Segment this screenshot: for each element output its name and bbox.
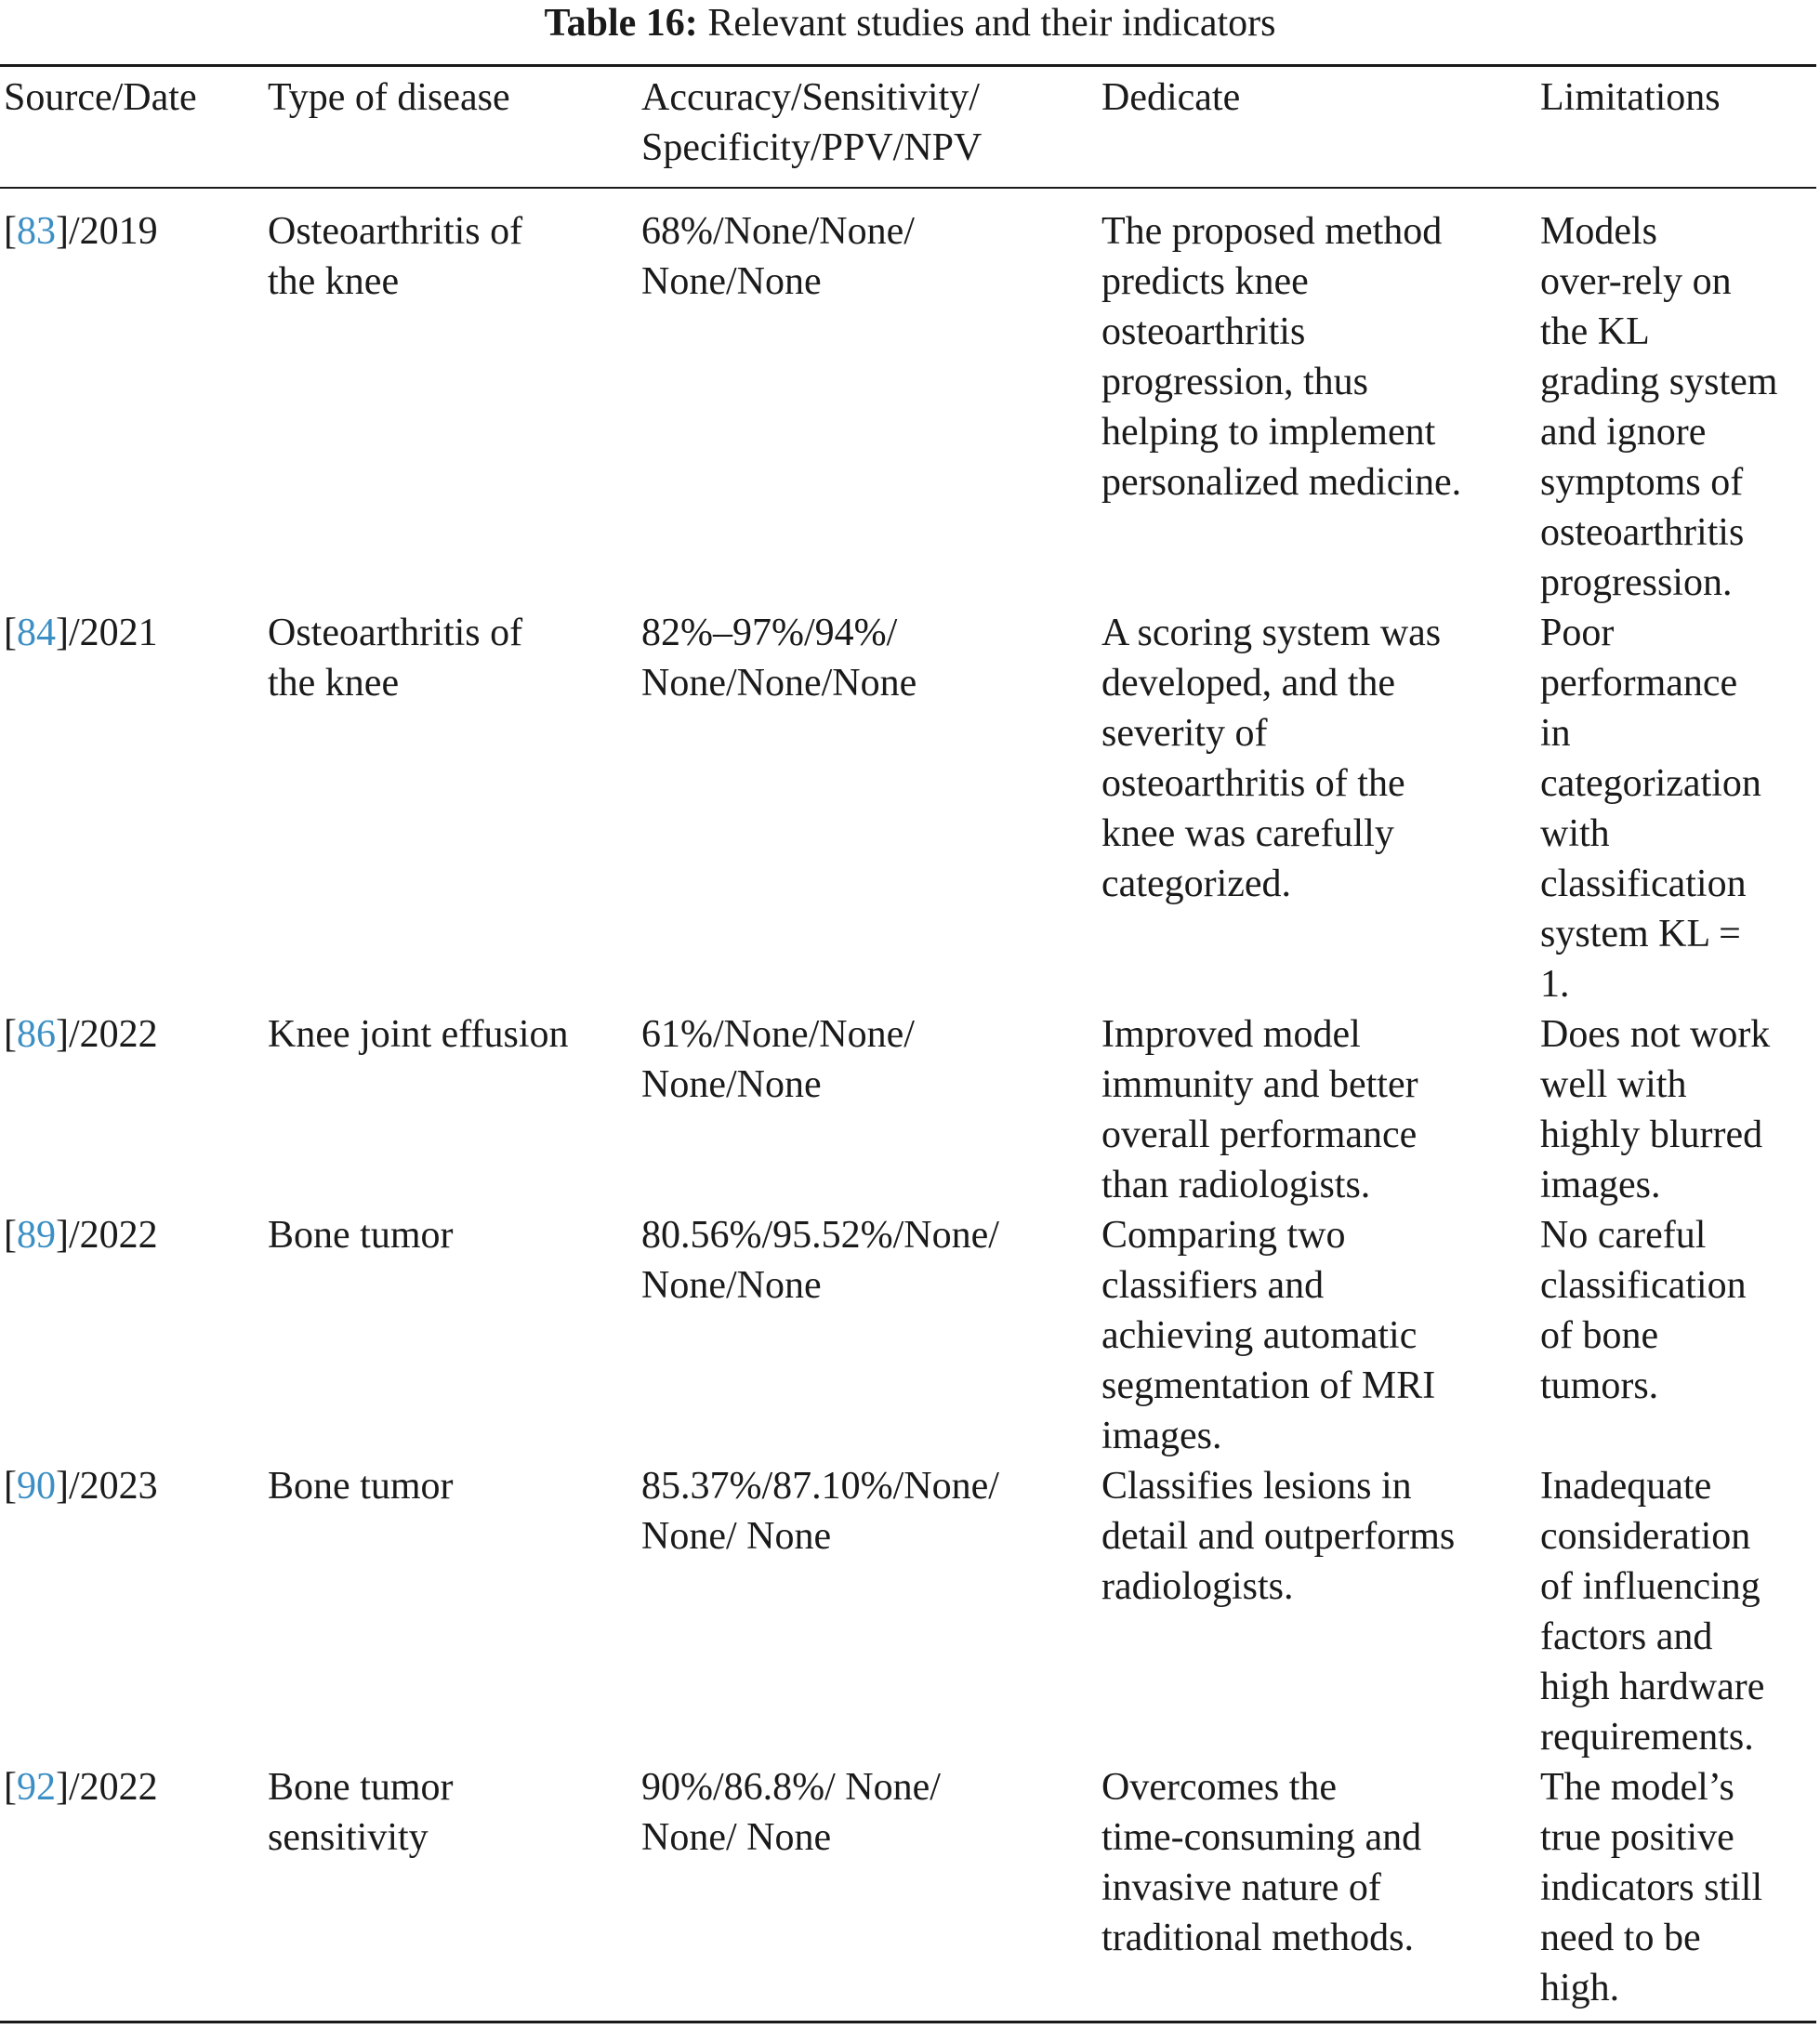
dedicate-cell: A scoring system was developed, and the severity of osteoarthritis of the knee was carefully categorized. — [1101, 612, 1442, 905]
source-date-cell: [89]/2022 — [4, 1214, 158, 1257]
table-body — [0, 206, 1820, 2013]
dedicate-cell: The proposed method predicts knee osteoarthritis progression, thus helping to implement personalized medicine. — [1101, 210, 1462, 504]
top-rule — [0, 64, 1816, 67]
year-text: /2021 — [69, 612, 158, 654]
reference-link[interactable]: 89 — [17, 1214, 56, 1257]
disease-cell: Knee joint effusion — [268, 1013, 569, 1056]
header-rule — [0, 187, 1816, 189]
caption-title: Relevant studies and their indicators — [707, 2, 1276, 45]
source-date-cell: [83]/2019 — [4, 210, 158, 253]
reference-link[interactable]: 90 — [17, 1465, 56, 1508]
year-text: /2022 — [69, 1214, 158, 1257]
table-row — [0, 1461, 1820, 1762]
table-row — [0, 1210, 1820, 1461]
reference-link[interactable]: 92 — [17, 1766, 56, 1809]
metrics-cell: 85.37%/87.10%/None/ None/ None — [641, 1465, 999, 1558]
dedicate-cell: Overcomes the time-consuming and invasive nature of traditional methods. — [1101, 1766, 1422, 1959]
metrics-cell: 90%/86.8%/ None/ None/ None — [641, 1766, 941, 1859]
bottom-rule — [0, 2021, 1816, 2023]
header-row — [0, 72, 1820, 175]
table-row — [0, 1762, 1820, 2013]
metrics-cell: 68%/None/None/ None/None — [641, 210, 915, 303]
caption-label: Table 16: — [544, 2, 698, 45]
header-metrics: Accuracy/Sensitivity/ Specificity/PPV/NPV — [641, 76, 983, 169]
limitations-cell: Does not work well with highly blurred images. — [1540, 1013, 1771, 1206]
source-date-cell: [92]/2022 — [4, 1766, 158, 1809]
source-date-cell: [86]/2022 — [4, 1013, 158, 1056]
dedicate-cell: Classifies lesions in detail and outperforms radiologists. — [1101, 1465, 1456, 1608]
limitations-cell: Poor performance in categorization with classification system KL = 1. — [1540, 612, 1761, 1006]
reference-link[interactable]: 83 — [17, 210, 56, 253]
metrics-cell: 80.56%/95.52%/None/ None/None — [641, 1214, 999, 1307]
limitations-cell: Models over-rely on the KL grading system and ignore symptoms of osteoarthritis progression. — [1540, 210, 1778, 604]
metrics-cell: 82%–97%/94%/ None/None/None — [641, 612, 917, 705]
limitations-cell: The model’s true positive indicators still need to be high. — [1540, 1766, 1763, 2009]
header-source-date: Source/Date — [4, 76, 197, 119]
table-row — [0, 1009, 1820, 1210]
year-text: /2022 — [69, 1013, 158, 1056]
year-text: /2022 — [69, 1766, 158, 1809]
metrics-cell: 61%/None/None/ None/None — [641, 1013, 915, 1106]
limitations-cell: No careful classification of bone tumors. — [1540, 1214, 1747, 1407]
table-row — [0, 608, 1820, 1009]
disease-cell: Bone tumor — [268, 1465, 454, 1508]
reference-link[interactable]: 84 — [17, 612, 56, 654]
reference-link[interactable]: 86 — [17, 1013, 56, 1056]
table-header — [0, 72, 1820, 175]
year-text: /2023 — [69, 1465, 158, 1508]
limitations-cell: Inadequate consideration of influencing factors and high hardware requirements. — [1540, 1465, 1765, 1759]
disease-cell: Bone tumor sensitivity — [268, 1766, 454, 1859]
table-caption — [0, 0, 1820, 46]
source-date-cell: [84]/2021 — [4, 612, 158, 654]
dedicate-cell: Comparing two classifiers and achieving automatic segmentation of MRI images. — [1101, 1214, 1436, 1457]
header-limitations: Limitations — [1540, 76, 1721, 119]
header-type-of-disease: Type of disease — [268, 76, 510, 119]
dedicate-cell: Improved model immunity and better overall performance than radiologists. — [1101, 1013, 1418, 1206]
table-row — [0, 206, 1820, 608]
header-dedicate: Dedicate — [1101, 76, 1241, 119]
source-date-cell: [90]/2023 — [4, 1465, 158, 1508]
year-text: /2019 — [69, 210, 158, 253]
disease-cell: Osteoarthritis of the knee — [268, 612, 523, 705]
disease-cell: Bone tumor — [268, 1214, 454, 1257]
disease-cell: Osteoarthritis of the knee — [268, 210, 523, 303]
